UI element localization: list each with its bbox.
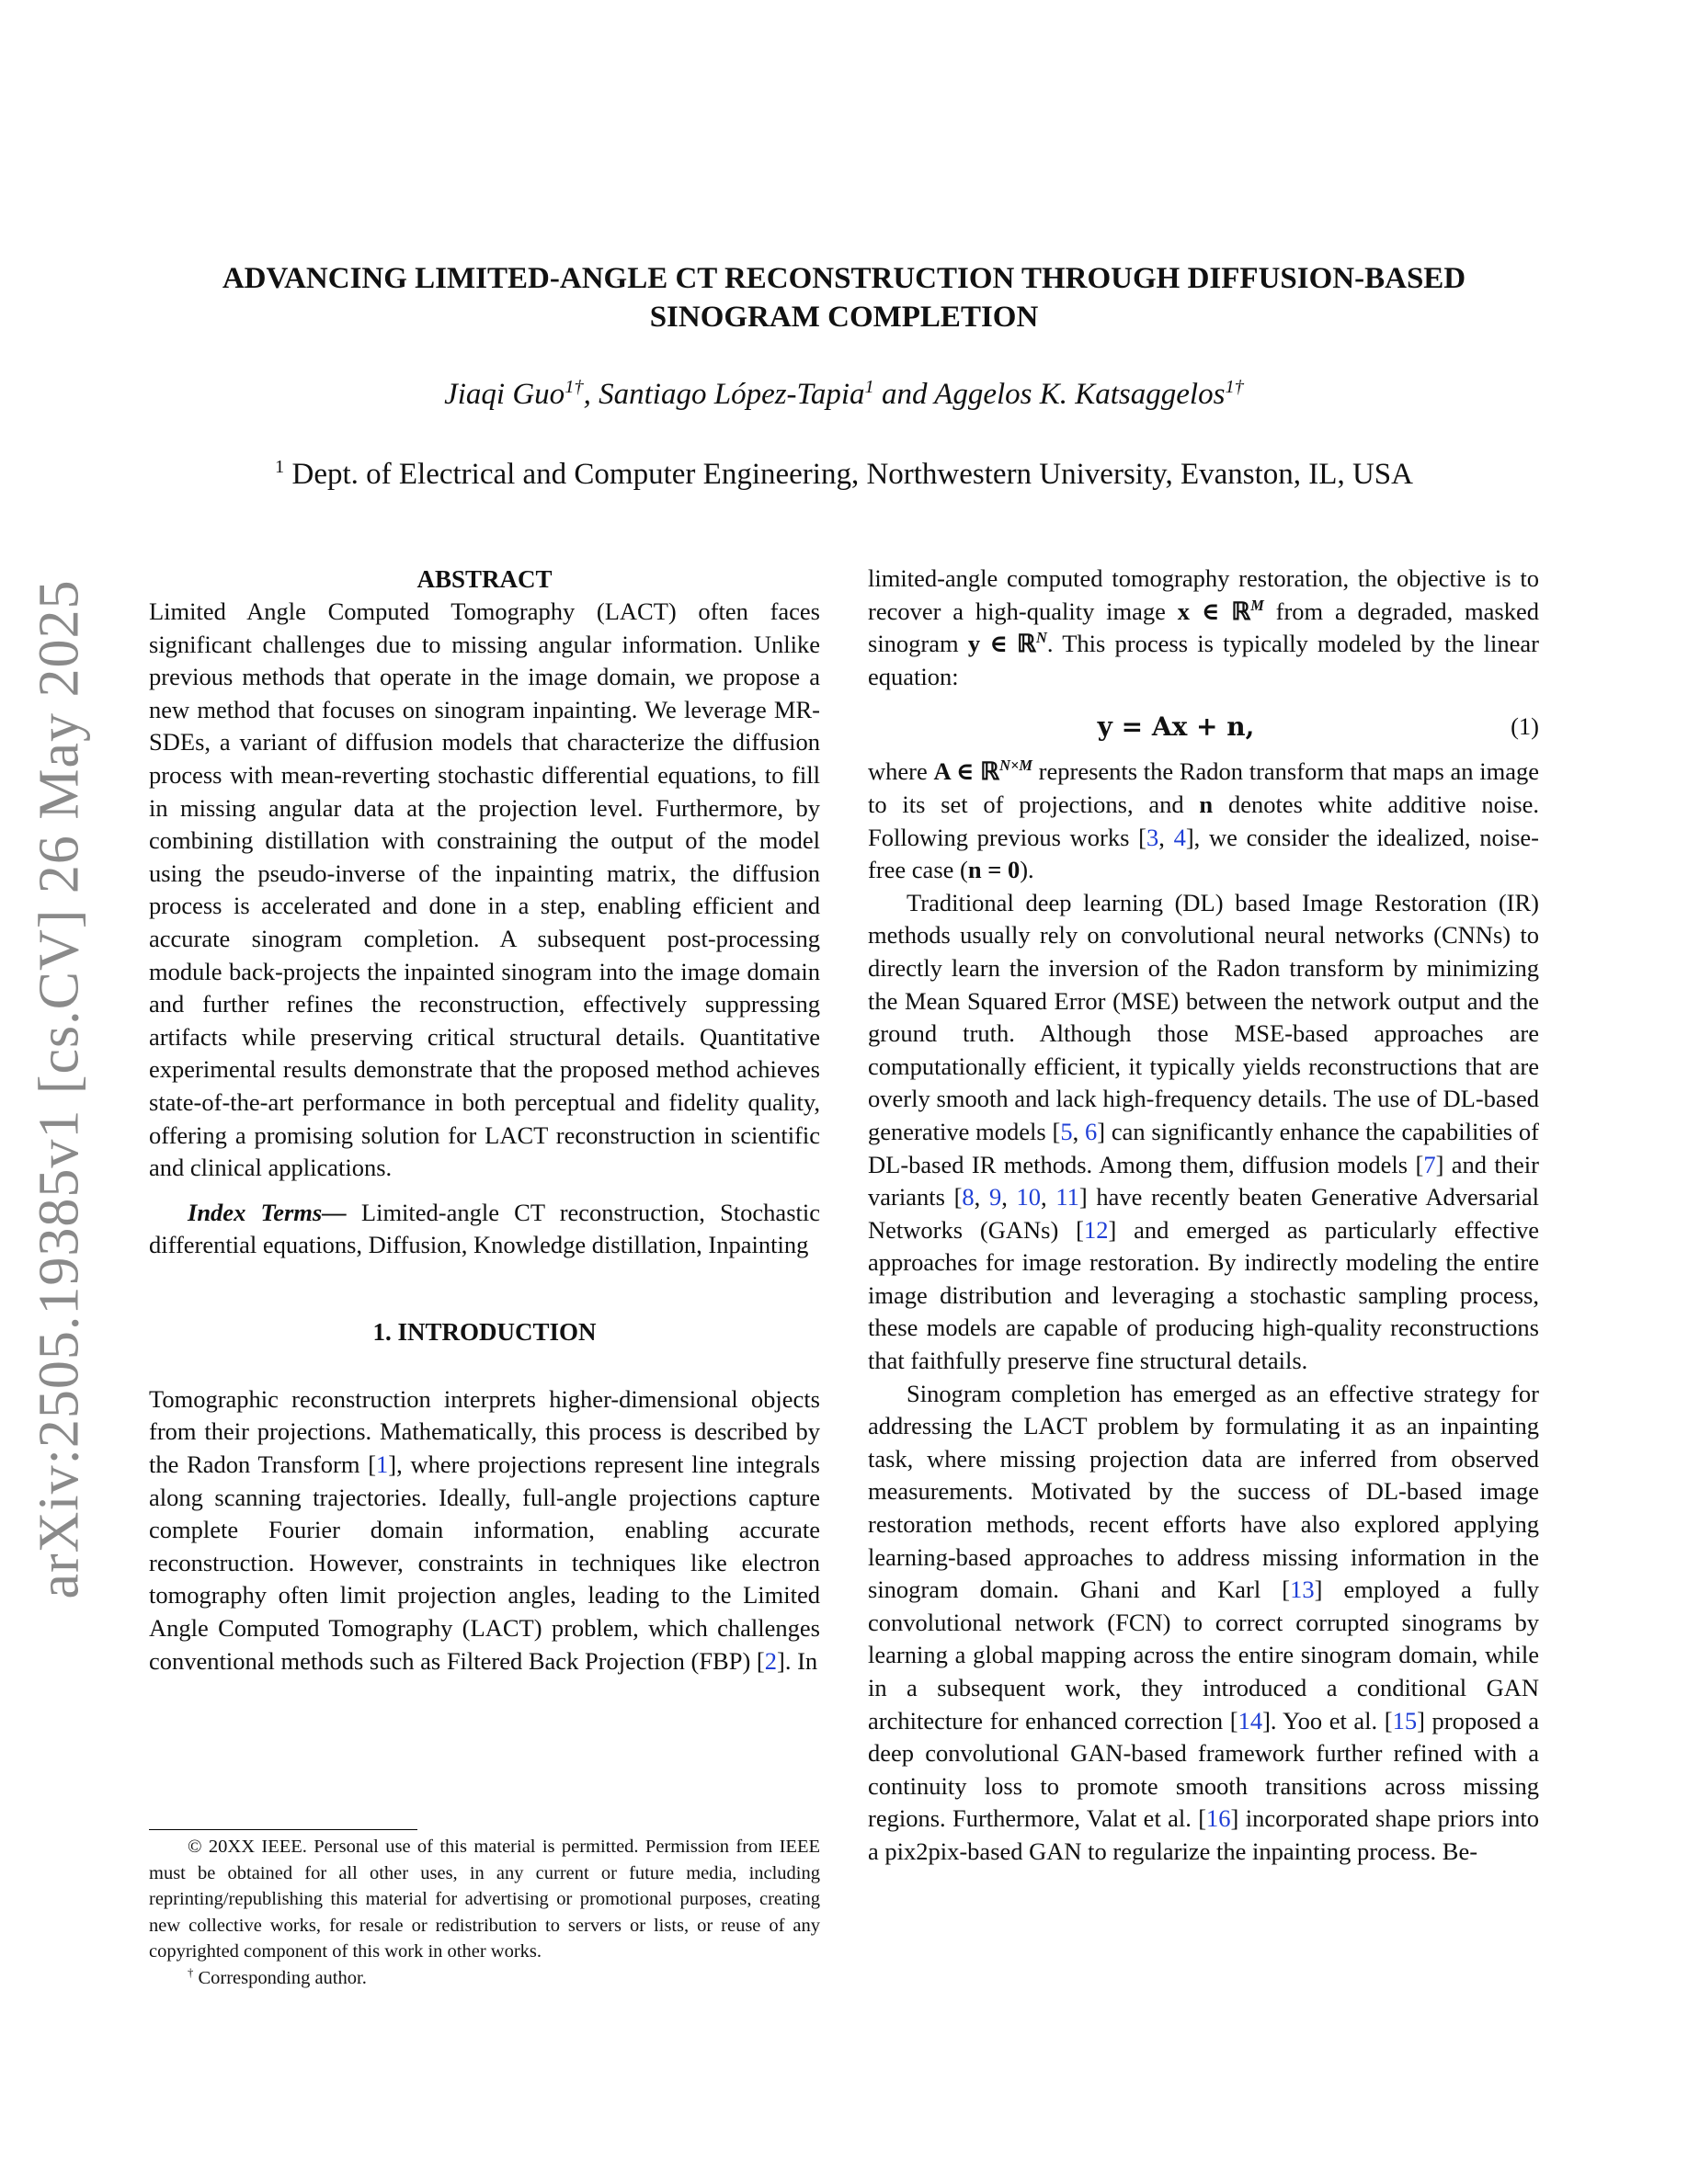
equation-expression: y = Ax + n, — [1097, 711, 1255, 742]
math-a-domain — [933, 757, 1032, 785]
citation-link[interactable]: 4 — [1173, 823, 1186, 851]
footnote-divider — [149, 1829, 417, 1830]
text-run: ] and emerged as particularly effective approaches for image restoration. By indirectly modeling the entire image distribution and leveraging a stochastic sampling process, these models are capable of producing high-quality reconstructions that faithfully preserve fine structural details. — [868, 1215, 1539, 1375]
citation-link[interactable]: 10 — [1016, 1183, 1042, 1211]
citation-link[interactable]: 1 — [376, 1450, 389, 1479]
text-run: ], we consider the idealized, noise-free case ( — [868, 823, 1539, 884]
citation-link[interactable]: 3 — [1146, 823, 1159, 851]
text-run: , — [1072, 1117, 1085, 1145]
citation-link[interactable]: 15 — [1392, 1706, 1418, 1735]
text-run: Sinogram completion has emerged as an effective strategy for addressing the LACT problem by formulating it as an inpainting task, where missing projection data are inferred from observed measurements. Motivated by the success of DL-based image restoration methods, recent efforts have also explored applying learning-based approaches to address missing information in the sinogram domain. Ghani and Karl [ — [868, 1379, 1539, 1604]
citation-link[interactable]: 13 — [1290, 1575, 1315, 1604]
introduction-heading: 1. INTRODUCTION — [372, 1317, 597, 1346]
affiliation-mark: 1 — [275, 457, 285, 477]
text-run: ], where projections represent line integrals along scanning trajectories. Ideally, full-angle projections capture complete Fourier domain information, enabling accurate reconstruction. However, constraints in techniques like electron tomography often limit projection angles, leading to the Limited Angle Computed Tomography (LACT) problem, which challenges conventional methods such as Filtered Back Projection (FBP) [ — [149, 1450, 820, 1675]
math-symbol: A ∈ ℝ — [933, 757, 1000, 786]
text-run: . This process is typically modeled by the linear equation: — [868, 630, 1539, 690]
citation-link[interactable]: 5 — [1060, 1117, 1073, 1145]
text-run: , — [1041, 1183, 1056, 1211]
intro-paragraph-1 — [149, 1383, 820, 1678]
text-run: , — [1001, 1183, 1017, 1211]
author-affiliation-mark: 1† — [1225, 377, 1244, 397]
citation-link[interactable]: 16 — [1206, 1804, 1231, 1833]
text-run: Tomographic reconstruction interprets higher-dimensional objects from their projections. Mathematically, this process is described by the Radon Transform [ — [149, 1384, 820, 1479]
title-line-2: SINOGRAM COMPLETION — [649, 301, 1039, 334]
intro-paragraph-3 — [868, 1378, 1539, 1869]
text-run: where — [868, 757, 934, 786]
citation-link[interactable]: 8 — [962, 1183, 975, 1211]
text-run: ). — [1020, 856, 1034, 884]
math-symbol: y ∈ ℝ — [967, 630, 1037, 658]
intro-paragraph-2 — [868, 887, 1539, 1378]
affiliation-text: Dept. of Electrical and Computer Engineering, Northwestern University, Evanston, IL, USA — [284, 458, 1413, 491]
math-x-domain — [1178, 597, 1264, 625]
math-y-domain — [968, 630, 1047, 657]
math-exponent: M — [1250, 596, 1264, 614]
corresponding-author-note — [149, 1965, 820, 1992]
text-run: ] incorporated shape priors into a pix2pix-based GAN to regularize the inpainting process. Be- — [868, 1804, 1539, 1865]
right-column — [868, 563, 1539, 1869]
abstract-text: Limited Angle Computed Tomography (LACT) often faces significant challenges due to missing angular information. Unlike previous methods that operate in the image domain, we propose a new method that focuses on sinogram inpainting. We leverage MR-SDEs, a variant of diffusion models that characterize the diffusion process with mean-reverting stochastic differential equations, to fill in missing angular data at the projection level. Furthermore, by combining distillation with constraining the output of the model using the pseudo-inverse of the inpainting matrix, the diffusion process is accelerated and done in a step, enabling efficient and accurate sinogram completion. A subsequent post-processing module back-projects the inpainted sinogram into the image domain and further refines the reconstruction, effectively suppressing artifacts while preserving critical structural details. Quantitative experimental results demonstrate that the proposed method achieves state-of-the-art performance in both perceptual and fidelity quality, offering a promising solution for LACT reconstruction in scientific and clinical applications. — [149, 597, 820, 1182]
author-separator: and — [873, 378, 935, 411]
left-column — [149, 563, 820, 1678]
citation-link[interactable]: 14 — [1237, 1706, 1263, 1735]
citation-link[interactable]: 11 — [1055, 1183, 1079, 1211]
text-run: ] and their variants [ — [868, 1150, 1539, 1211]
math-symbol: n = 0 — [967, 856, 1021, 884]
text-run: ]. Yoo et al. [ — [1262, 1706, 1393, 1735]
author-affiliation-mark: 1† — [565, 377, 584, 397]
index-terms-label: Index Terms— — [188, 1198, 347, 1226]
text-run: ]. In — [777, 1646, 818, 1675]
arxiv-identifier-text: arXiv:2505.19385v1 [cs.CV] 26 May 2025 — [28, 579, 91, 1599]
footnote — [149, 1834, 820, 1991]
citation-link[interactable]: 2 — [764, 1646, 777, 1675]
text-run: ] can significantly enhance the capabilities of DL-based IR methods. Among them, diffusion models [ — [868, 1117, 1539, 1178]
citation-link[interactable]: 6 — [1084, 1117, 1098, 1145]
index-terms — [149, 1197, 820, 1262]
math-symbol: x ∈ ℝ — [1177, 597, 1251, 625]
text-run: represents the Radon transform that maps an image to its set of projections, and — [868, 757, 1539, 818]
author-name: Santiago López-Tapia — [599, 378, 865, 411]
arxiv-identifier-stamp — [18, 579, 101, 1599]
text-run: denotes white additive noise. Following previous works [ — [868, 790, 1539, 851]
intro-paragraph-1-continued — [868, 563, 1539, 693]
text-run: Traditional deep learning (DL) based Image Restoration (IR) methods usually rely on convolutional neural networks (CNNs) to directly learn the inversion of the Radon transform by minimizing the Mean Squared Error (MSE) between the network output and the ground truth. Although those MSE-based approaches are computationally efficient, it typically yields reconstructions that are overly smooth and lack high-frequency details. The use of DL-based generative models [ — [868, 888, 1539, 1145]
abstract-heading: ABSTRACT — [416, 565, 553, 593]
equation-explanation — [868, 756, 1539, 886]
math-exponent: N×M — [999, 756, 1032, 775]
author-name: Jiaqi Guo — [444, 378, 565, 411]
title-line-1: ADVANCING LIMITED-ANGLE CT RECONSTRUCTION THROUGH DIFFUSION-BASED — [222, 262, 1466, 295]
equation-1 — [868, 699, 1539, 754]
citation-link[interactable]: 7 — [1423, 1150, 1436, 1178]
author-affiliation-mark: 1 — [864, 377, 874, 397]
text-run: from a degraded, masked sinogram — [868, 597, 1540, 658]
copyright-notice: © 20XX IEEE. Personal use of this material is permitted. Permission from IEEE must be obtained for all other uses, in any current or future media, including reprinting/republishing this material for advertising or promotional purposes, creating new collective works, for resale or redistribution to servers or lists, or reuse of any copyrighted component of this work in other works. — [149, 1837, 820, 1962]
index-terms-text: Limited-angle CT reconstruction, Stochastic differential equations, Diffusion, Knowledge distillation, Inpainting — [149, 1198, 820, 1259]
author-list — [147, 375, 1541, 414]
text-run: ] proposed a deep convolutional GAN-based framework further refined with a continuity loss to promote smooth transitions across missing regions. Furthermore, Valat et al. [ — [868, 1706, 1539, 1833]
paper-title — [147, 259, 1541, 336]
equation-number: (1) — [1511, 711, 1539, 740]
text-run: ] have recently beaten Generative Adversarial Networks (GANs) [ — [868, 1183, 1540, 1244]
citation-link[interactable]: 9 — [988, 1183, 1002, 1211]
math-exponent: N — [1036, 629, 1047, 647]
text-run: , — [974, 1183, 989, 1211]
citation-link[interactable]: 12 — [1083, 1215, 1109, 1244]
text-run: ] employed a fully convolutional network (FCN) to correct corrupted sinograms by learning a global mapping across the entire sinogram domain, while in a subsequent work, they introduced a conditional GAN architecture for enhanced correction [ — [868, 1575, 1540, 1735]
math-symbol: n — [1199, 790, 1214, 818]
text-run: Corresponding author. — [193, 1967, 367, 1988]
text-run: limited-angle computed tomography restoration, the objective is to recover a high-quality image — [868, 564, 1539, 625]
author-name: Aggelos K. Katsaggelos — [934, 378, 1226, 411]
dagger-mark: † — [188, 1965, 194, 1979]
affiliation — [147, 455, 1541, 494]
author-separator: , — [583, 378, 599, 411]
text-run: , — [1158, 823, 1174, 851]
